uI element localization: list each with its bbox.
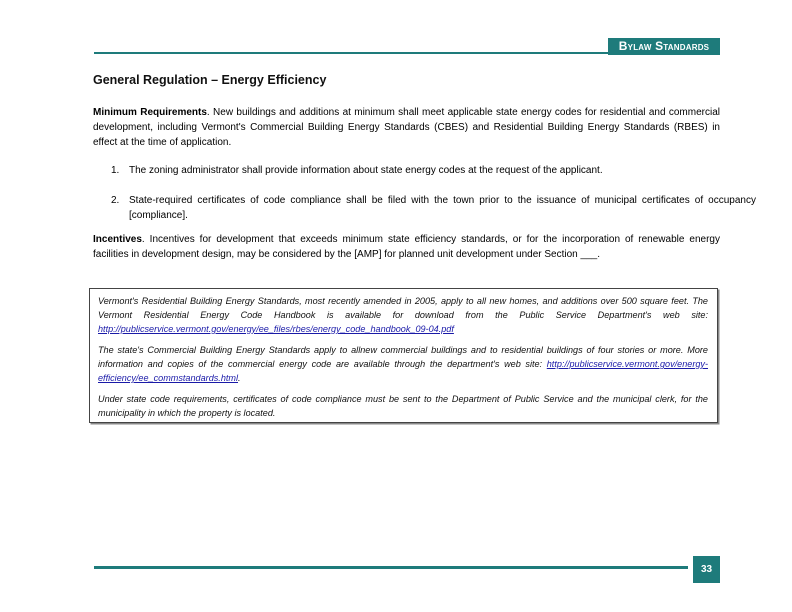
list-item-text: State-required certificates of code compliance shall be filed with the town prior to the issuance of municipal certificates of occupancy [compliance]. <box>129 195 756 221</box>
note-cbes-paragraph <box>98 343 708 385</box>
minimum-requirements-label: Minimum Requirements <box>93 107 207 118</box>
incentives-text: . Incentives for development that exceeds minimum state efficiency standards, or for the incorporation of renewable energy facilities in development design, may be considered by the [AMP] for planned unit development under Section ___. <box>93 234 720 260</box>
header-rule <box>94 52 608 54</box>
list-item-number: 1. <box>111 165 120 176</box>
cbes-standards-link[interactable]: http://publicservice.vermont.gov/energy-efficiency/ee_commstandards.html <box>98 359 708 383</box>
incentives-label: Incentives <box>93 234 142 245</box>
minimum-requirements-text: . New buildings and additions at minimum shall meet applicable state energy codes for residential and commercial development, including Vermont's Commercial Building Energy Standards (CBES) and Residential Building Energy Standards (RBES) in effect at the time of application. <box>93 107 720 148</box>
footer-rule <box>94 566 688 569</box>
list-item <box>93 163 756 178</box>
note-compliance-paragraph: Under state code requirements, certificates of code compliance must be sent to the Department of Public Service and the municipal clerk, for the municipality in which the property is located. <box>98 394 708 418</box>
note-rbes-paragraph <box>98 294 708 336</box>
incentives-paragraph <box>93 232 720 262</box>
note-cbes-text: The state's Commercial Building Energy Standards apply to allnew commercial buildings and to residential buildings of four stories or more. More information and copies of the commercial energy code are available through the department's web site: <box>98 345 708 369</box>
info-note-box <box>89 288 718 423</box>
page-number: 33 <box>693 556 720 583</box>
note-cbes-tail: . <box>238 373 241 383</box>
page-title: General Regulation – Energy Efficiency <box>93 73 327 87</box>
list-item <box>93 193 756 223</box>
section-tag: Bylaw Standards <box>608 38 720 55</box>
note-rbes-text: Vermont's Residential Building Energy Standards, most recently amended in 2005, apply to all new homes, and additions over 500 square feet. The Vermont Residential Energy Code Handbook is available for download from the Public Service Department's web site: <box>98 296 708 320</box>
minimum-requirements-paragraph <box>93 105 720 150</box>
rbes-handbook-link[interactable]: http://publicservice.vermont.gov/energy/ee_files/rbes/energy_code_handbook_09-04.pdf <box>98 324 454 334</box>
list-item-text: The zoning administrator shall provide information about state energy codes at the request of the applicant. <box>129 165 603 176</box>
list-item-number: 2. <box>111 195 120 206</box>
